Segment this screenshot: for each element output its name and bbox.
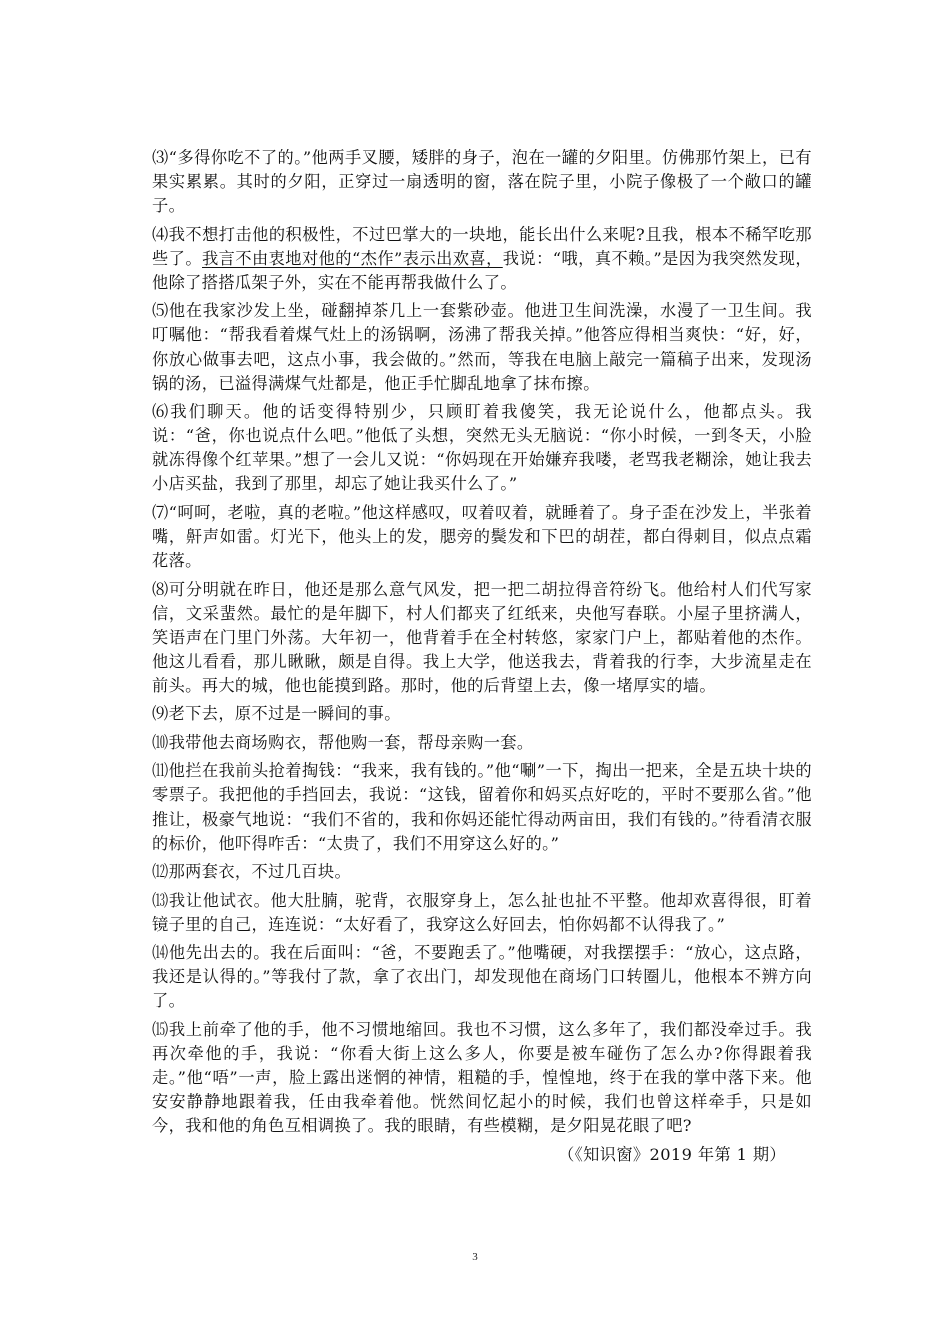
paragraph-15: ⒂我上前牵了他的手，他不习惯地缩回。我也不习惯，这么多年了，我们都没牵过手。我再次牵他的手，我说：“你看大街上这么多人，你要是被车碰伤了怎么办?你得跟着我走。”他“唔”一声，脸上露出迷惘的神情，粗糙的手，惶惶地，终于在我的掌中落下来。他安安静静地跟着我，任由我牵着他。恍然间忆起小的时候，我们也曾这样牵手，只是如今，我和他的角色互相调换了。我的眼睛，有些模糊，是夕阳晃花眼了吧? bbox=[152, 1019, 812, 1136]
paragraph-11: ⑾他拦在我前头抢着掏钱：“我来，我有钱的。”他“唰”一下，掏出一把来，全是五块十块的零票子。我把他的手挡回去，我说：“这钱，留着你和妈买点好吃的，平时不要那么省。”他推让，极豪气地说：“我们不省的，我和你妈还能忙得动两亩田，我们有钱的。”待看清衣服的标价，他吓得咋舌：“太贵了，我们不用穿这么好的。” bbox=[152, 761, 812, 853]
source-citation: （《知识窗》2019 年第 1 期） bbox=[558, 1144, 786, 1164]
paragraph-10: ⑽我带他去商场购衣，帮他购一套，帮母亲购一套。 bbox=[152, 732, 534, 752]
paragraph-4-before: ⑷我不想打击他的积极性，不过巴掌大的一块地，能长出什么来呢?且我，根本不稀罕吃那些了。 bbox=[152, 224, 812, 268]
paragraph-7: ⑺“呵呵，老啦，真的老啦。”他这样感叹，叹着叹着，就睡着了。身子歪在沙发上，半张着嘴，鼾声如雷。灯光下，他头上的发，腮旁的鬓发和下巴的胡茬，都白得刺目，似点点霜花落。 bbox=[152, 502, 812, 571]
underlined-sentence: 我言不由衷地对他的“杰作”表示出欢喜， bbox=[202, 248, 503, 268]
paragraph-4 bbox=[136, 223, 812, 295]
paragraph-6: ⑹我们聊天。他的话变得特别少，只顾盯着我傻笑，我无论说什么，他都点头。我说：“爸，你也说点什么吧。”他低了头想，突然无头无脑说：“你小时候，一到冬天，小脸就冻得像个红苹果。”想了一会儿又说：“你妈现在开始嫌弃我喽，老骂我老糊涂，她让我去小店买盐，我到了那里，却忘了她让我买什么了。” bbox=[152, 402, 812, 494]
paragraph-12: ⑿那两套衣，不过几百块。 bbox=[152, 862, 352, 882]
paragraph-4-after: 我说：“哦，真不赖。”是因为我突然发现，他除了搭搭瓜架子外，实在不能再帮我做什么了。 bbox=[152, 248, 813, 292]
page-number: 3 bbox=[472, 1251, 478, 1263]
paragraph-14: ⒁他先出去的。我在后面叫：“爸，不要跑丢了。”他嘴硬，对我摆摆手：“放心，这点路，我还是认得的。”等我付了款，拿了衣出门，却发现他在商场门口转圈儿，他根本不辨方向了。 bbox=[152, 943, 812, 1011]
paragraph-5: ⑸他在我家沙发上坐，碰翻掉茶几上一套紫砂壶。他进卫生间洗澡，水漫了一卫生间。我叮嘱他：“帮我看着煤气灶上的汤锅啊，汤沸了帮我关掉。”他答应得相当爽快：“好，好，你放心做事去吧，这点小事，我会做的。”然而，等我在电脑上敲完一篇稿子出来，发现汤锅的汤，已溢得满煤气灶都是，他正手忙脚乱地拿了抹布擦。 bbox=[152, 301, 812, 393]
paragraph-3: ⑶“多得你吃不了的。”他两手叉腰，矮胖的身子，泡在一罐的夕阳里。仿佛那竹架上，已有果实累累。其时的夕阳，正穿过一扇透明的窗，落在院子里，小院子像极了一个敞口的罐子。 bbox=[152, 148, 812, 216]
paragraph-13: ⒀我让他试衣。他大肚腩，驼背，衣服穿身上，怎么扯也扯不平整。他却欢喜得很，盯着镜子里的自己，连连说：“太好看了，我穿这么好回去，怕你妈都不认得我了。” bbox=[152, 890, 812, 934]
paragraph-8: ⑻可分明就在昨日，他还是那么意气风发，把一把二胡拉得音符纷飞。他给村人们代写家信，文采蜚然。最忙的是年脚下，村人们都夹了红纸来，央他写春联。小屋子里挤满人，笑语声在门里门外荡。大年初一，他背着手在全村转悠，家家门户上，都贴着他的杰作。他这儿看看，那儿瞅瞅，颇是自得。我上大学，他送我去，背着我的行李，大步流星走在前头。再大的城，他也能摸到路。那时，他的后背望上去，像一堵厚实的墙。 bbox=[152, 579, 812, 695]
article-body bbox=[136, 146, 812, 1167]
paragraph-9: ⑼老下去，原不过是一瞬间的事。 bbox=[152, 704, 401, 724]
